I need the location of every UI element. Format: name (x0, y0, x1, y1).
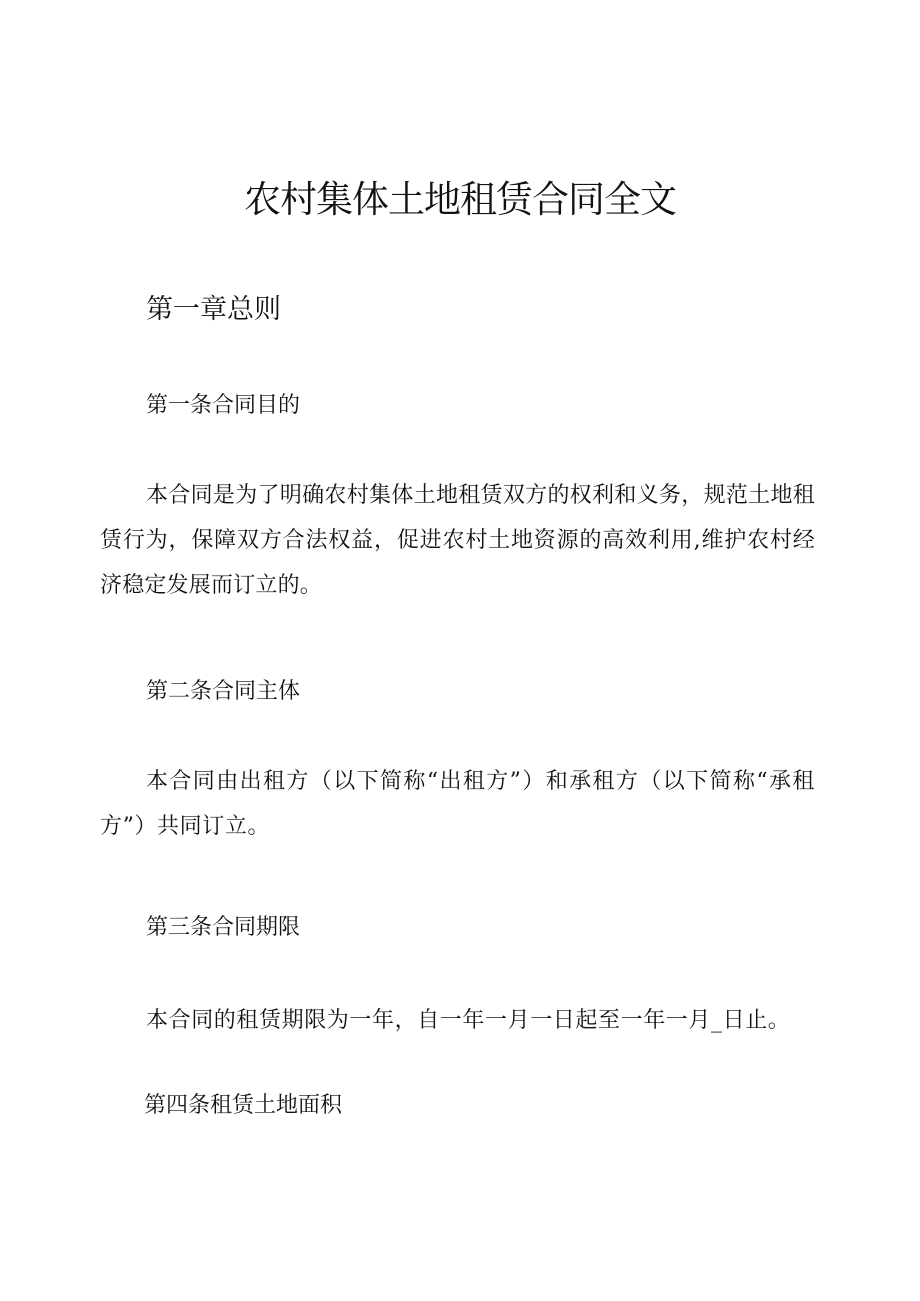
document-title: 农村集体土地租赁合同全文 (244, 178, 676, 221)
article-3-body: 本合同的租赁期限为一年，自一年一月一日起至一年一月_日止。 (146, 1008, 791, 1033)
article-1-body: 本合同是为了明确农村集体土地租赁双方的权利和义务，规范土地租赁行为，保障双方合法权益，促进农村土地资源的高效利用,维护农村经济稳定发展而订立的。 (100, 483, 815, 598)
article-3-heading: 第三条合同期限 (146, 915, 301, 940)
article-2-heading: 第二条合同主体 (146, 679, 301, 704)
chapter-heading: 第一章总则 (146, 294, 281, 325)
article-1-heading: 第一条合同目的 (146, 393, 301, 418)
article-2-body: 本合同由出租方（以下简称“出租方”）和承租方（以下简称“承租方”）共同订立。 (100, 769, 815, 839)
article-4-heading: 第四条租赁土地面积 (144, 1093, 343, 1118)
